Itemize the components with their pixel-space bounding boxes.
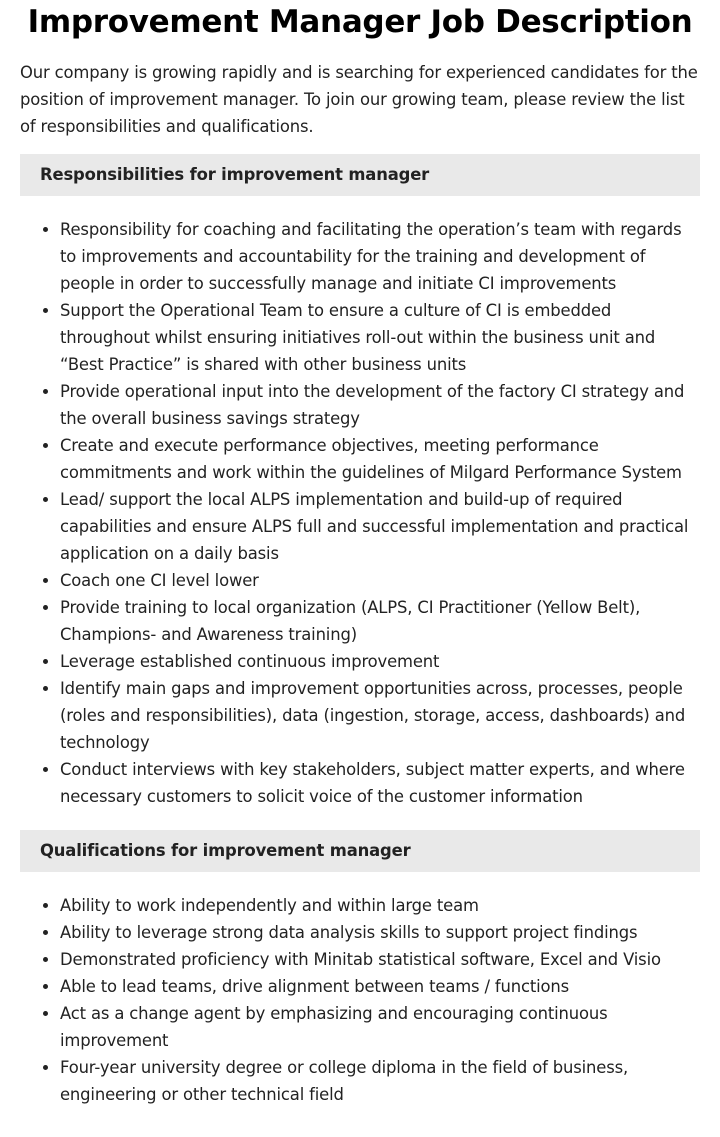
page-title: Improvement Manager Job Description	[27, 4, 693, 40]
list-item: Ability to work independently and within large team	[60, 892, 700, 919]
list-item: Able to lead teams, drive alignment between teams / functions	[60, 973, 700, 1000]
list-item: Coach one CI level lower	[60, 567, 700, 594]
list-item: Conduct interviews with key stakeholders, subject matter experts, and where necessary customers to solicit voice of the customer information	[60, 756, 700, 810]
qualifications-heading: Qualifications for improvement manager	[20, 830, 700, 872]
responsibilities-list	[20, 216, 700, 810]
responsibilities-heading: Responsibilities for improvement manager	[20, 154, 700, 196]
qualifications-list	[20, 892, 700, 1108]
list-item: Lead/ support the local ALPS implementation and build-up of required capabilities and ensure ALPS full and successful implementation and practical application on a daily basis	[60, 486, 700, 567]
list-item: Ability to leverage strong data analysis skills to support project findings	[60, 919, 700, 946]
list-item: Four-year university degree or college diploma in the field of business, engineering or other technical field	[60, 1054, 700, 1108]
list-item: Act as a change agent by emphasizing and encouraging continuous improvement	[60, 1000, 700, 1054]
list-item: Provide operational input into the development of the factory CI strategy and the overall business savings strategy	[60, 378, 700, 432]
list-item: Demonstrated proficiency with Minitab statistical software, Excel and Visio	[60, 946, 700, 973]
list-item: Responsibility for coaching and facilitating the operation’s team with regards to improvements and accountability for the training and development of people in order to successfully manage and initiate CI improvements	[60, 216, 700, 297]
intro-paragraph: Our company is growing rapidly and is searching for experienced candidates for the position of improvement manager. To join our growing team, please review the list of responsibilities and qualifications.	[20, 63, 698, 136]
list-item: Provide training to local organization (ALPS, CI Practitioner (Yellow Belt), Champions- and Awareness training)	[60, 594, 700, 648]
list-item: Identify main gaps and improvement opportunities across, processes, people (roles and responsibilities), data (ingestion, storage, access, dashboards) and technology	[60, 675, 700, 756]
list-item: Create and execute performance objectives, meeting performance commitments and work within the guidelines of Milgard Performance System	[60, 432, 700, 486]
list-item: Leverage established continuous improvement	[60, 648, 700, 675]
list-item: Support the Operational Team to ensure a culture of CI is embedded throughout whilst ensuring initiatives roll-out within the business unit and “Best Practice” is shared with other business units	[60, 297, 700, 378]
